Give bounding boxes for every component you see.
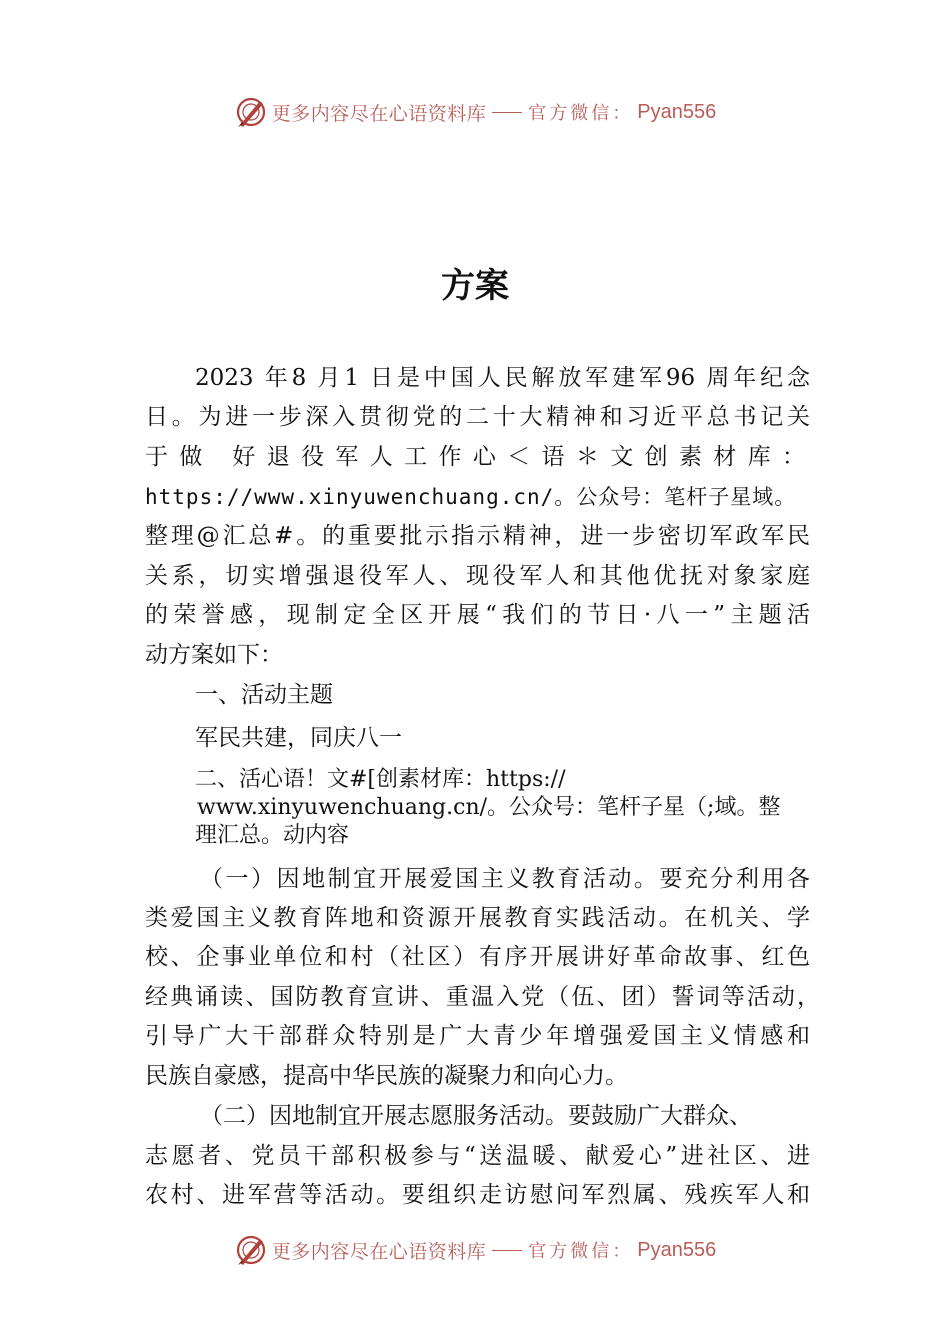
footer-banner — [0, 1233, 950, 1273]
footer-wechat-label: 官方微信： — [528, 1241, 634, 1262]
intro-line: 于做 好退役军人工作心＜语＊文创素材库： — [145, 444, 810, 470]
item1-line: 类爱国主义教育阵地和资源开展教育实践活动。在机关、学 — [145, 905, 810, 931]
intro-line: 整理@汇总#。的重要批示指示精神，进一步密切军政军民 — [145, 523, 810, 549]
intro-line: 的荣誉感，现制定全区开展“我们的节日·八一”主题活 — [145, 602, 810, 628]
item1-line: 引导广大干部群众特别是广大青少年增强爱国主义情感和 — [145, 1023, 810, 1049]
intro-line: 关系，切实增强退役军人、现役军人和其他优抚对象家庭 — [145, 563, 810, 589]
footer-dash — [492, 1250, 522, 1251]
item1-line: 经典诵读、国防教育宣讲、重温入党（伍、团）誓词等活动， — [145, 984, 820, 1010]
intro-line-url: https://www.xinyuwenchuang.cn/。公众号：笔杆子星域。 — [145, 485, 797, 509]
section1-heading: 一、活动主题 — [195, 682, 333, 708]
header-library-text: 更多内容尽在心语资料库 — [271, 102, 487, 125]
header-wechat-label: 官方微信： — [528, 103, 634, 124]
document-title: 方案 — [441, 266, 509, 306]
item2-line: 志愿者、党员干部积极参与“送温暖、献爱心”进社区、进 — [145, 1143, 810, 1169]
section1-body: 军民共建，同庆八一 — [195, 725, 402, 751]
item2-line: 农村、进军营等活动。要组织走访慰问军烈属、残疾军人和 — [145, 1182, 810, 1208]
header-banner — [0, 95, 950, 135]
item1-line: 民族自豪感，提高中华民族的凝聚力和向心力。 — [145, 1063, 628, 1089]
item1-line: （一）因地制宜开展爱国主义教育活动。要充分利用各 — [200, 866, 810, 892]
pen-logo-icon — [234, 95, 268, 129]
item2-line: （二）因地制宜开展志愿服务活动。要鼓励广大群众、 — [200, 1103, 752, 1129]
footer-wechat-id: Pyan556 — [637, 1238, 717, 1261]
intro-line: 动方案如下： — [145, 642, 283, 668]
header-dash — [492, 112, 522, 113]
intro-line: 日。为进一步深入贯彻党的二十大精神和习近平总书记关 — [145, 404, 810, 430]
intro-line: 2023 年8 月1 日是中国人民解放军建军96 周年纪念 — [195, 365, 810, 391]
section2-heading-line: www.xinyuwenchuang.cn/。公众号：笔杆子星（;域。整 — [197, 795, 781, 820]
pen-logo-icon — [234, 1233, 268, 1267]
header-wechat-id: Pyan556 — [637, 100, 717, 123]
section2-heading-line: 二、活心语！文#[创素材库：https:// — [195, 767, 566, 792]
section2-heading-line: 理汇总。动内容 — [195, 823, 350, 848]
item1-line: 校、企事业单位和村（社区）有序开展讲好革命故事、红色 — [145, 944, 810, 970]
footer-library-text: 更多内容尽在心语资料库 — [271, 1240, 487, 1263]
